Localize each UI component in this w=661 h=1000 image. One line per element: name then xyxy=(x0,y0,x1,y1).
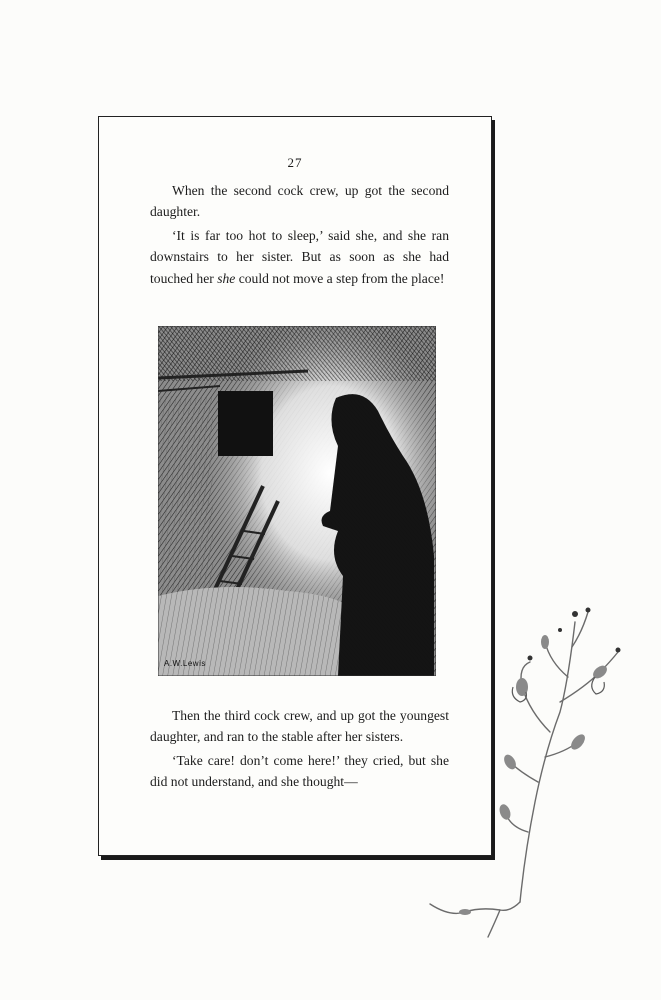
paragraph: ‘Take care! don’t come here!’ they cried, but she did not understand, and she thought— xyxy=(150,752,449,790)
paragraph-text: ‘It is far too hot to sleep,’ said she, and she ran downstairs to her sister. But as soon as she had touched her xyxy=(150,227,449,286)
text-block-top xyxy=(150,180,449,289)
text-block-bottom xyxy=(150,705,449,793)
emphasis-she: she xyxy=(217,270,236,286)
ink-illustration-icon xyxy=(158,326,436,676)
paragraph xyxy=(150,225,449,289)
paragraph: When the second cock crew, up got the second daughter. xyxy=(150,183,449,220)
paragraph-text: could not move a step from the place! xyxy=(235,270,445,286)
stable-illustration xyxy=(158,326,436,676)
page-number: 27 xyxy=(287,155,303,170)
artist-signature: A.W.Lewis xyxy=(164,659,206,668)
paragraph: Then the third cock crew, and up got the youngest daughter, and ran to the stable after her sisters. xyxy=(150,708,449,745)
flowering-plant-sprig-icon xyxy=(410,592,630,957)
